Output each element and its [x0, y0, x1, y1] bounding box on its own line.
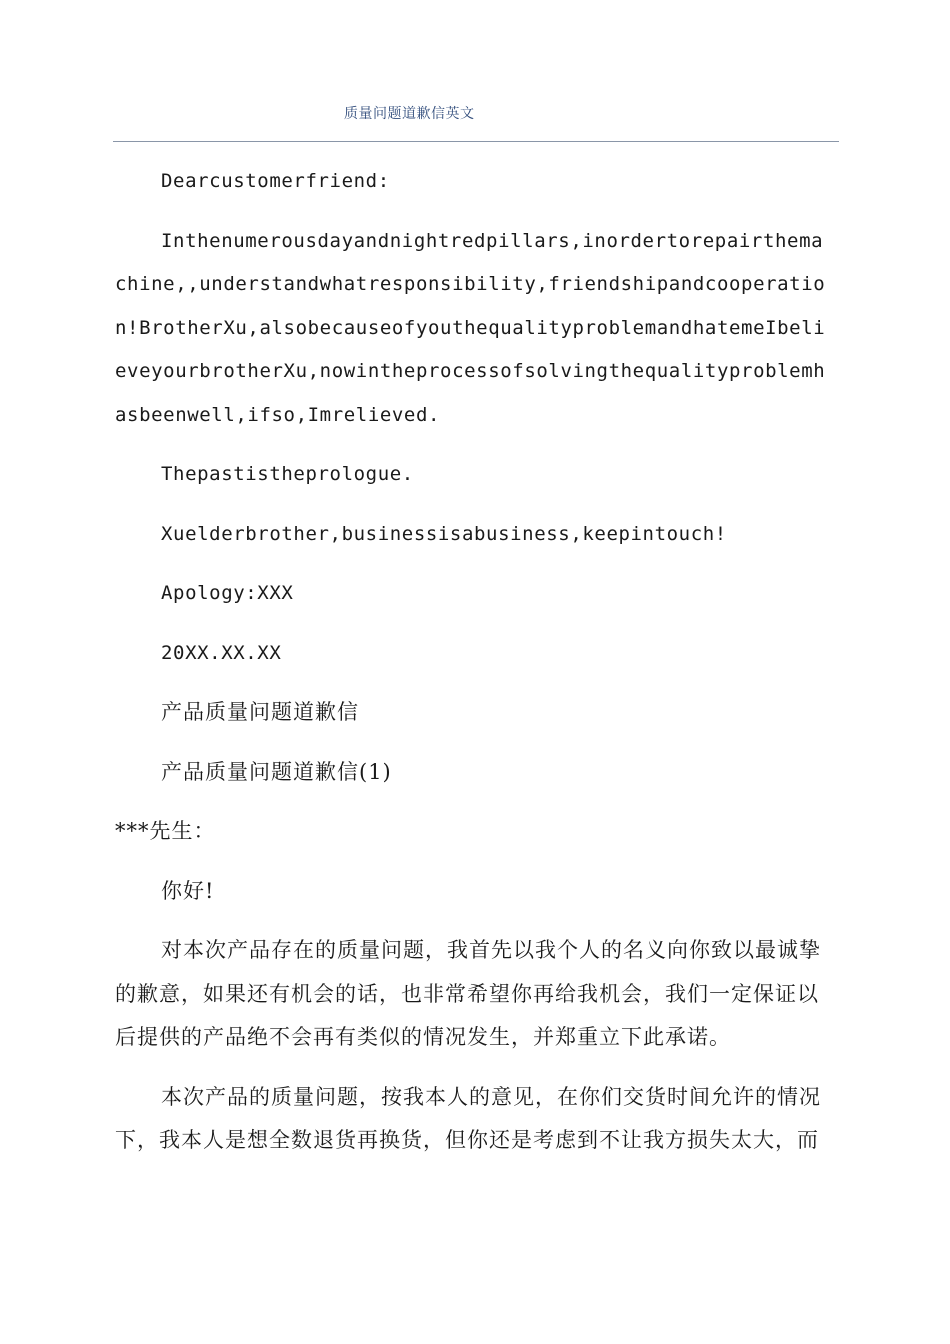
page-header-title: 质量问题道歉信英文: [344, 106, 475, 122]
chinese-paragraph-2: 本次产品的质量问题，按我本人的意见，在你们交货时间允许的情况下，我本人是想全数退货再换货，但你还是考虑到不让我方损失太大，而: [115, 1084, 821, 1152]
english-prologue-line: Thepastistheprologue.: [161, 463, 414, 485]
english-body-paragraph: Inthenumerousdayandnightredpillars,inordertorepairthemachine,,understandwhatresponsibility,friendshipandcooperation!BrotherXu,alsobecauseofyouthequalityproblemandhatemeIbelieveyourbrotherXu,nowintheprocessofsolvingthequalityproblemhasbeenwell,ifso,Imrelieved.: [115, 229, 826, 426]
header-divider: [113, 141, 839, 142]
chinese-greeting: 你好!: [161, 878, 215, 903]
chinese-subheading: 产品质量问题道歉信(1): [161, 759, 392, 784]
document-body: [115, 160, 835, 1179]
english-closing-line: Xuelderbrother,businessisabusiness,keepintouch!: [161, 522, 727, 545]
english-date: 20XX.XX.XX: [161, 641, 282, 664]
chinese-paragraph-1: 对本次产品存在的质量问题，我首先以我个人的名义向你致以最诚挚的歉意，如果还有机会的话，也非常希望你再给我机会，我们一定保证以后提供的产品绝不会再有类似的情况发生，并郑重立下此承诺。: [115, 938, 821, 1049]
chinese-heading: 产品质量问题道歉信: [161, 700, 359, 724]
chinese-salutation: ***先生：: [115, 819, 216, 843]
english-salutation: Dearcustomerfriend:: [161, 170, 390, 192]
english-signature: Apology:XXX: [161, 582, 294, 604]
